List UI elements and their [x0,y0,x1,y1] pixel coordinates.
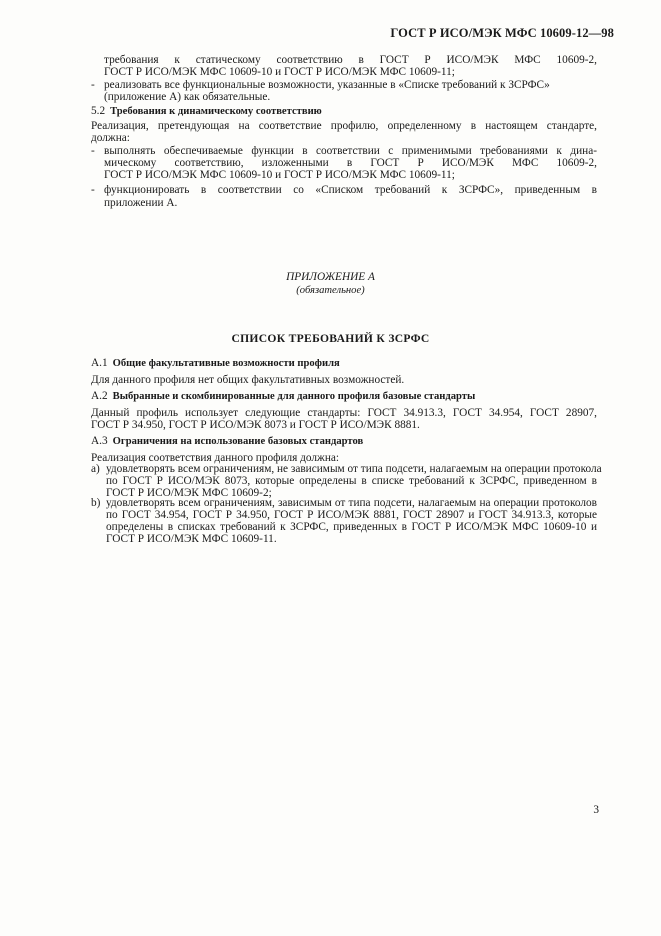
section-5-2-intro-line-2: должна: [91,132,130,144]
bullet-marker: - [91,145,95,157]
section-a2-heading [91,390,475,403]
bullet-function-line-1: функционировать в соответствии со «Списком требований к ЗСРФС», приведенным в [104,184,597,196]
bullet-marker: - [91,79,95,91]
section-number: 5.2 [91,105,106,117]
section-a3-intro: Реализация соответствия данного профиля должна: [91,452,340,464]
section-title: Ограничения на использование базовых стандартов [112,436,364,447]
bullet-dynamic-line-1: выполнять обеспечиваемые функции в соответствии с применимыми требованиями к дина- [104,145,597,157]
section-a2-line-2: ГОСТ Р 34.950, ГОСТ Р ИСО/МЭК 8073 и ГОСТ Р ИСО/МЭК 8881. [91,419,420,431]
requirements-list-title: СПИСОК ТРЕБОВАНИЙ К ЗСРФС [231,332,430,345]
bullet-function-line-2: приложении А. [104,197,178,209]
item-b-line-3: определены в списках требований к ЗСРФС, приведенных в ГОСТ Р ИСО/МЭК МФС 10609-10 и [106,521,597,533]
item-a-line-2: по ГОСТ Р ИСО/МЭК 8073, которые определены в списке требований к ЗСРФС, приведенном в [106,475,597,487]
item-a-line-3: ГОСТ Р ИСО/МЭК МФС 10609-2; [106,487,272,499]
page-number: 3 [593,804,599,816]
section-number: А.1 [91,357,108,369]
item-b-line-1: удовлетворять всем ограничениям, зависимым от типа подсети, налагаемым на операции протоколов [106,497,597,509]
bullet-dynamic-line-3: ГОСТ Р ИСО/МЭК МФС 10609-10 и ГОСТ Р ИСО/МЭК МФС 10609-11; [104,169,455,181]
list-marker: b) [91,497,101,509]
document-header: ГОСТ Р ИСО/МЭК МФС 10609-12—98 [390,26,614,40]
section-a2-line-1: Данный профиль использует следующие стандарты: ГОСТ 34.913.3, ГОСТ 34.954, ГОСТ 28907, [91,407,597,419]
section-a3-heading [91,435,363,448]
continued-text-line-2: ГОСТ Р ИСО/МЭК МФС 10609-10 и ГОСТ Р ИСО/МЭК МФС 10609-11; [104,66,455,78]
section-5-2-heading [91,105,322,118]
item-a-line-1: удовлетворять всем ограничениям, не зависимым от типа подсети, налагаемым на операции протокола [106,463,602,475]
section-number: А.2 [91,390,108,402]
bullet-realize-line-2: (приложение А) как обязательные. [104,91,271,103]
item-b-line-2: по ГОСТ 34.954, ГОСТ Р 34.950, ГОСТ Р ИСО/МЭК 8881, ГОСТ 28907 и ГОСТ 34.913.3, которые [106,509,597,521]
section-title: Общие факультативные возможности профиля [112,358,340,369]
section-5-2-intro-line-1: Реализация, претендующая на соответствие профилю, определенному в настоящем стандарте, [91,120,597,132]
section-title: Требования к динамическому соответствию [110,106,322,117]
appendix-subtitle: (обязательное) [296,285,365,296]
item-b-line-4: ГОСТ Р ИСО/МЭК МФС 10609-11. [106,533,277,545]
section-a1-heading [91,357,340,370]
list-marker: a) [91,463,100,475]
bullet-marker: - [91,184,95,196]
section-title: Выбранные и скомбинированные для данного профиля базовые стандарты [112,391,476,402]
bullet-realize-line-1: реализовать все функциональные возможности, указанные в «Списке требований к ЗСРФС» [104,79,550,91]
continued-text-line-1: требования к статическому соответствию в ГОСТ Р ИСО/МЭК МФС 10609-2, [104,54,597,66]
section-number: А.3 [91,435,108,447]
section-a1-text: Для данного профиля нет общих факультативных возможностей. [91,374,405,386]
bullet-dynamic-line-2: мическому соответствию, изложенными в ГОСТ Р ИСО/МЭК МФС 10609-2, [104,157,597,169]
appendix-title: ПРИЛОЖЕНИЕ А [286,271,375,283]
